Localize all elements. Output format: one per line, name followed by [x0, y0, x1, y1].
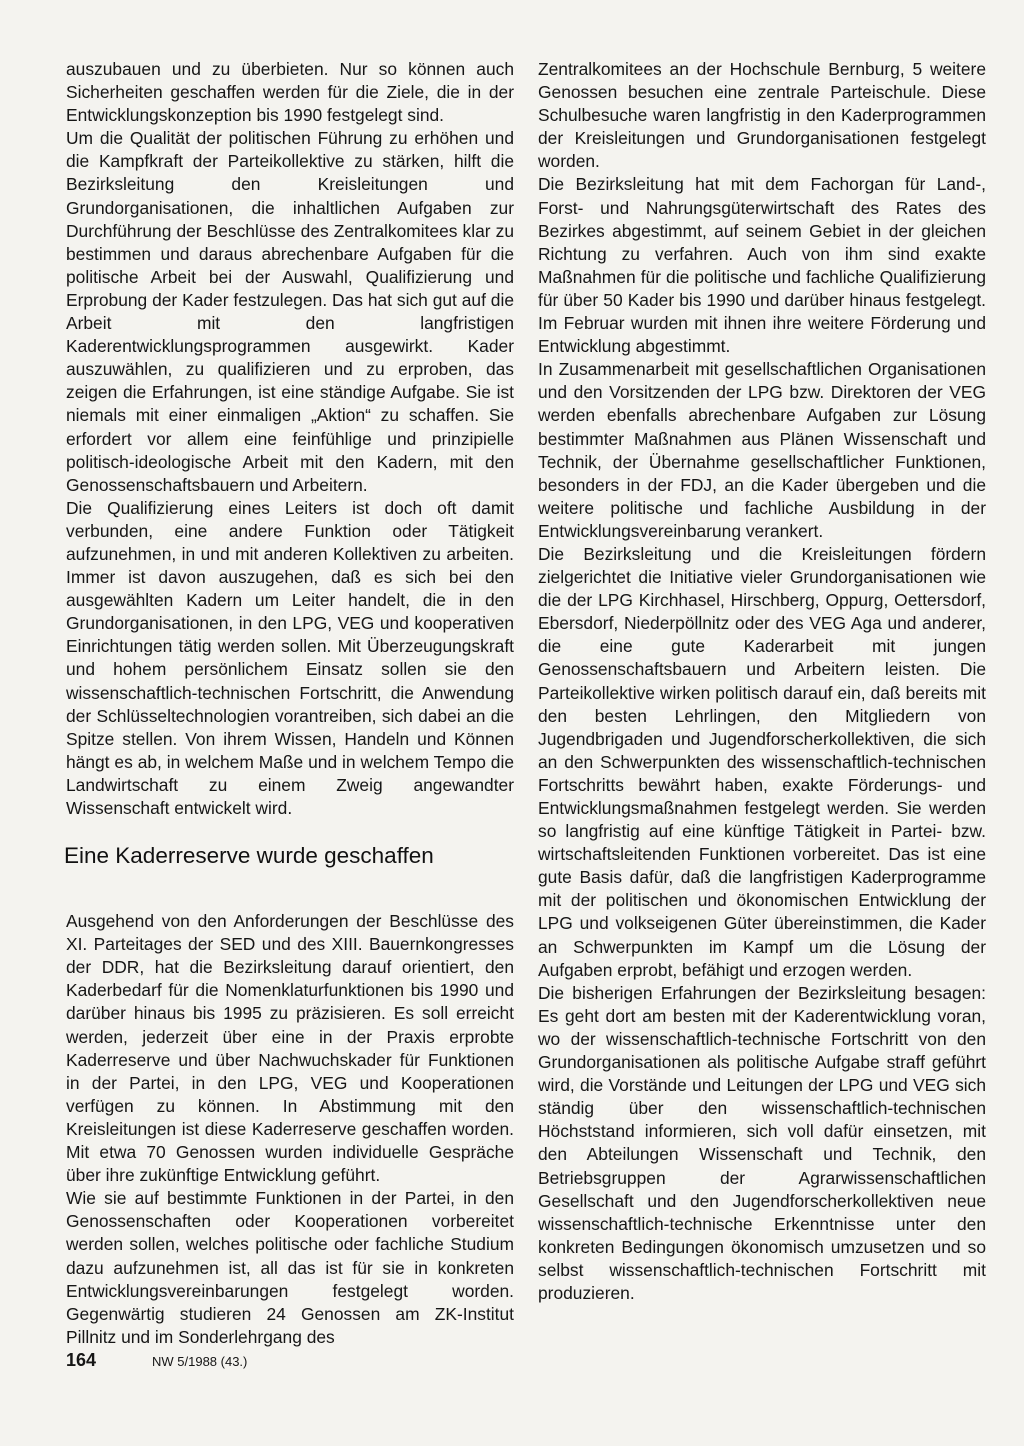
journal-reference: NW 5/1988 (43.): [152, 1354, 248, 1369]
paragraph: Die Bezirksleitung hat mit dem Fachorgan für Land-, Forst- und Nahrungsgüterwirtschaft des Rates des Bezirkes abgestimmt, auf seinem Gebiet in der gleichen Richtung zu verfahren. Auch von ihm sind exakte Maßnahmen für die politische und fachliche Qualifizierung für über 50 Kader bis 1990 und darüber hinaus festgelegt. Im Februar wurden mit ihnen ihre weitere Förderung und Entwicklung abgestimmt.: [538, 174, 986, 357]
paragraph: Die bisherigen Erfahrungen der Bezirksleitung besagen: Es geht dort am besten mit der Kaderentwicklung voran, wo der wissenschaftlich-technische Fortschritt von den Grundorganisationen als politische Aufgabe straff geführt wird, die Vorstände und Leitungen der LPG und VEG sich ständig über den wissenschaftlich-technischen Höchststand informieren, sich voll dafür einsetzen, mit den Abteilungen Wissenschaft und Technik, den Betriebsgruppen der Agrarwissenschaftlichen Gesellschaft und den Jugendforscherkollektiven neue wissenschaftlich-technische Erkenntnisse unter den konkreten Bedingungen ökonomisch umzusetzen und so selbst wissenschaftlich-technischen Fortschritt mit produzieren.: [538, 982, 986, 1303]
left-column: [66, 58, 514, 1349]
page-footer: [66, 1350, 466, 1374]
paragraph: Wie sie auf bestimmte Funktionen in der Partei, in den Genossenschaften oder Kooperationen vorbereitet werden sollen, welches politische oder fachliche Studium dazu aufzunehmen ist, all das ist für sie in konkreten Entwicklungsvereinbarungen festgelegt worden. Gegenwärtig studieren 24 Genossen am ZK-Institut Pillnitz und im Sonderlehrgang des: [66, 1188, 514, 1347]
paragraph: Die Bezirksleitung und die Kreisleitungen fördern zielgerichtet die Initiative vieler Grundorganisationen wie die der LPG Kirchhasel, Hirschberg, Oppurg, Oettersdorf, Ebersdorf, Niederpöllnitz oder des VEG Aga und anderer, die eine gute Kaderarbeit mit jungen Genossenschaftsbauern und Arbeitern leisten. Die Parteikollektive wirken politisch darauf ein, daß bereits mit den besten Lehrlingen, den Mitgliedern von Jugendbrigaden und Jugendforscherkollektiven, die sich an den Schwerpunkten des wissenschaftlich-technischen Fortschritts bewährt haben, exakte Förderungs- und Entwicklungsmaßnahmen festgelegt werden. Sie werden so langfristig auf eine künftige Tätigkeit in Partei- bzw. wirtschaftsleitenden Funktionen vorbereitet. Das ist eine gute Basis dafür, daß die langfristigen Kaderprogramme mit der politischen und ökonomischen Entwicklung der LPG und volkseigenen Güter übereinstimmen, die Kader an Schwerpunkten im Kampf um die Lösung der Aufgaben erprobt, befähigt und erzogen werden.: [538, 543, 986, 980]
paragraph: Um die Qualität der politischen Führung zu erhöhen und die Kampfkraft der Parteikollektive zu stärken, hilft die Bezirksleitung den Kreisleitungen und Grundorganisationen, die inhaltlichen Aufgaben zur Durchführung der Beschlüsse des Zentralkomitees klar zu bestimmen und daraus abrechenbare Aufgaben für die politische Arbeit bei der Auswahl, Qualifizierung und Erprobung der Kader festzulegen. Das hat sich gut auf die Arbeit mit den langfristigen Kaderentwicklungsprogrammen ausgewirkt. Kader auszuwählen, zu qualifizieren und zu erproben, das zeigen die Erfahrungen, ist eine ständige Aufgabe. Sie ist niemals mit einer einmaligen „Aktion“ zu schaffen. Sie erfordert vor allem eine feinfühlige und prinzipielle politisch-ideologische Arbeit mit den Kadern, mit den Genossenschaftsbauern und Arbeitern.: [66, 128, 514, 495]
paragraph: In Zusammenarbeit mit gesellschaftlichen Organisationen und den Vorsitzenden der LPG bzw. Direktoren der VEG werden ebenfalls abrechenbare Aufgaben zur Lösung bestimmter Maßnahmen aus Plänen Wissenschaft und Technik, der Übernahme gesellschaftlicher Funktionen, besonders in der FDJ, an die Kader übergeben und die weitere politische und fachliche Ausbildung in der Entwicklungsvereinbarung verankert.: [538, 359, 986, 541]
paragraph: Ausgehend von den Anforderungen der Beschlüsse des XI. Parteitages der SED und des XIII. Bauernkongresses der DDR, hat die Bezirksleitung darauf orientiert, den Kaderbedarf für die Nomenklaturfunktionen bis 1990 und darüber hinaus bis 1995 zu präzisieren. Es soll erreicht werden, jederzeit über eine in der Praxis erprobte Kaderreserve und über Nachwuchskader für Funktionen in der Partei, in den LPG, VEG und Kooperationen verfügen zu können. In Abstimmung mit den Kreisleitungen ist diese Kaderreserve geschaffen worden. Mit etwa 70 Genossen wurden individuelle Gespräche über ihre zukünftige Entwicklung geführt.: [66, 911, 514, 1186]
page-number: 164: [66, 1350, 97, 1370]
paragraph: Die Qualifizierung eines Leiters ist doch oft damit verbunden, eine andere Funktion oder Tätigkeit aufzunehmen, in und mit anderen Kollektiven zu arbeiten. Immer ist davon auszugehen, daß es sich bei den ausgewählten Kadern um Leiter handelt, die in den Grundorganisationen, in den LPG, VEG und kooperativen Einrichtungen tätig werden sollen. Mit Überzeugungskraft und hohem persönlichem Einsatz sollen sie den wissenschaftlich-technischen Fortschritt, die Anwendung der Schlüsseltechnologien vorantreiben, sich dabei an die Spitze stellen. Von ihrem Wissen, Handeln und Können hängt es ab, in welchem Maße und in welchem Tempo die Landwirtschaft zu einem Zweig angewandter Wissenschaft entwickelt wird.: [66, 497, 514, 818]
paragraph: Zentralkomitees an der Hochschule Bernburg, 5 weitere Genossen besuchen eine zentrale Parteischule. Diese Schulbesuche waren langfristig in den Kaderprogrammen der Kreisleitungen und Grundorganisationen festgelegt worden.: [538, 59, 986, 172]
right-column: [538, 58, 986, 1305]
paragraph: auszubauen und zu überbieten. Nur so können auch Sicherheiten geschaffen werden für die Ziele, die in der Entwicklungskonzeption bis 1990 festgelegt sind.: [66, 59, 514, 126]
section-heading: Eine Kaderreserve wurde geschaffen: [64, 843, 434, 869]
